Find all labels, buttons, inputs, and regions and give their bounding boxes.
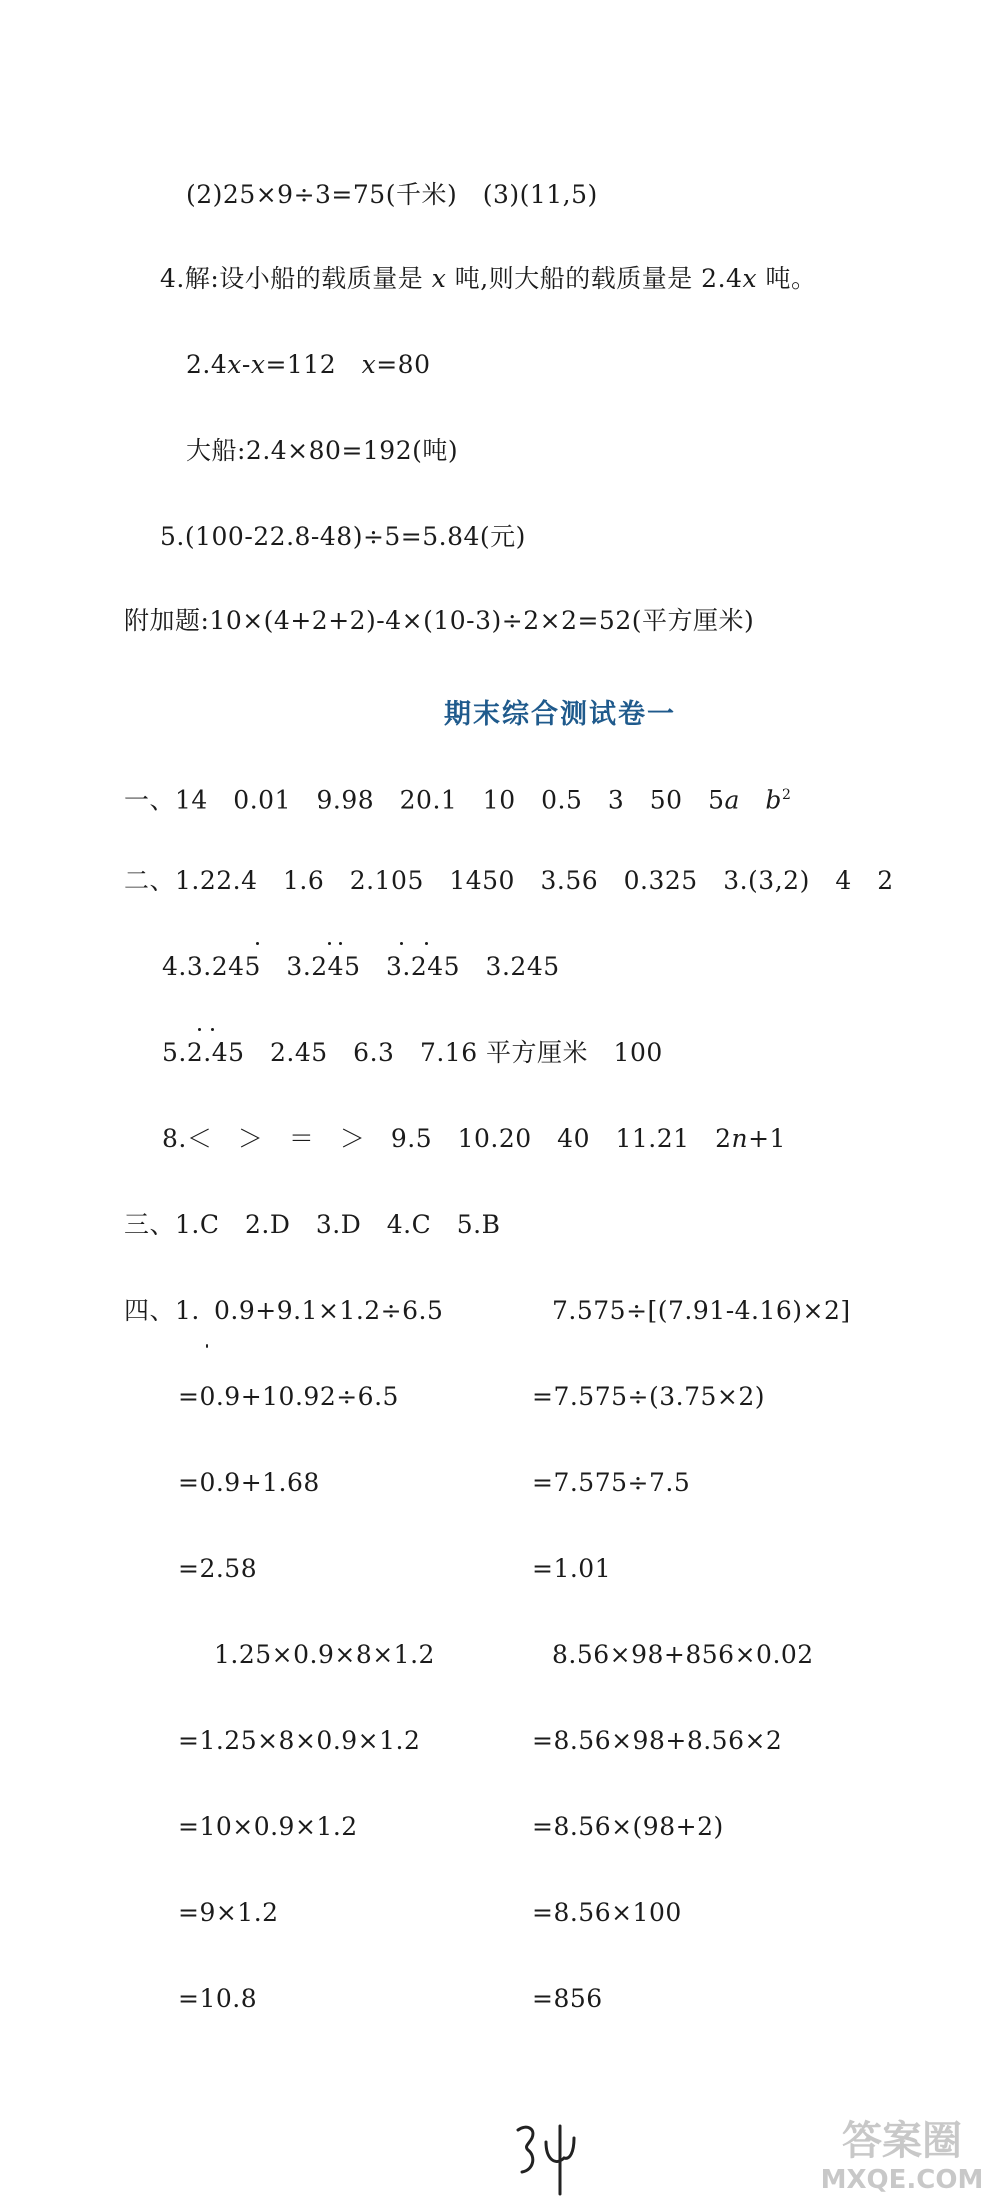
section-title: 期末综合测试卷一: [444, 699, 676, 730]
calc-left-1: 0.9+9.1×1.2÷6.5: [214, 1296, 444, 1325]
calc-right-5: 8.56×98+856×0.02: [552, 1640, 814, 1669]
svg-text:MXQE.COM: MXQE.COM: [820, 2165, 984, 2195]
repeat-dot: [211, 1028, 214, 1031]
part-two-answers-4: 4.3.245 3.245 3.245 3.245: [162, 952, 560, 981]
calc-left-7: =10×0.9×1.2: [178, 1812, 358, 1841]
svg-text:答案圈: 答案圈: [842, 2118, 962, 2164]
handwritten-page-number: [512, 2120, 592, 2196]
repeat-dot: [425, 942, 428, 945]
calc-left-9: =10.8: [178, 1984, 258, 2013]
part-three-answers: 三、1.C 2.D 3.D 4.C 5.B: [124, 1210, 501, 1239]
part-four-label: 四、1.: [124, 1296, 200, 1325]
watermark-logo: [812, 2110, 992, 2196]
repeat-dot: [198, 1028, 201, 1031]
calc-right-4: =1.01: [532, 1554, 612, 1583]
answer-line-2-3: (2)25×9÷3=75(千米) (3)(11,5): [186, 180, 598, 209]
repeat-dot: [400, 942, 403, 945]
repeat-dot: [256, 942, 259, 945]
calc-left-3: =0.9+1.68: [178, 1468, 320, 1497]
repeat-dot: [339, 942, 342, 945]
part-two-answers-8: 8.＜ ＞ ＝ ＞ 9.5 10.20 40 11.21 2n+1: [162, 1124, 786, 1153]
calc-left-8: =9×1.2: [178, 1898, 279, 1927]
calc-right-3: =7.575÷7.5: [532, 1468, 691, 1497]
calc-right-2: =7.575÷(3.75×2): [532, 1382, 765, 1411]
calc-left-2: =0.9+10.92÷6.5: [178, 1382, 399, 1411]
stray-mark: [206, 1344, 208, 1348]
part-one-answers: 一、14 0.01 9.98 20.1 10 0.5 3 50 5a $b^2$: [124, 785, 792, 815]
calc-right-8: =8.56×100: [532, 1898, 682, 1927]
calc-left-5: 1.25×0.9×8×1.2: [214, 1640, 435, 1669]
part-two-answers-5: 5.2.45 2.45 6.3 7.16 平方厘米 100: [162, 1038, 663, 1067]
equation-line: 2.4x-x=112 x=80: [186, 350, 431, 379]
repeat-dot: [328, 942, 331, 945]
bonus-question-line: 附加题:10×(4+2+2)-4×(10-3)÷2×2=52(平方厘米): [124, 606, 755, 635]
answer-line-5: 5.(100-22.8-48)÷5=5.84(元): [160, 522, 526, 551]
part-two-answers: 二、1.22.4 1.6 2.105 1450 3.56 0.325 3.(3,2) 4 2: [124, 866, 894, 895]
big-boat-line: 大船:2.4×80=192(吨): [186, 436, 459, 465]
calc-left-6: =1.25×8×0.9×1.2: [178, 1726, 421, 1755]
calc-left-4: =2.58: [178, 1554, 258, 1583]
calc-right-1: 7.575÷[(7.91-4.16)×2]: [552, 1296, 851, 1325]
calc-right-7: =8.56×(98+2): [532, 1812, 724, 1841]
answer-line-4: 4.解:设小船的载质量是 x 吨,则大船的载质量是 2.4x 吨。: [160, 264, 817, 293]
calc-right-9: =856: [532, 1984, 603, 2013]
calc-right-6: =8.56×98+8.56×2: [532, 1726, 783, 1755]
